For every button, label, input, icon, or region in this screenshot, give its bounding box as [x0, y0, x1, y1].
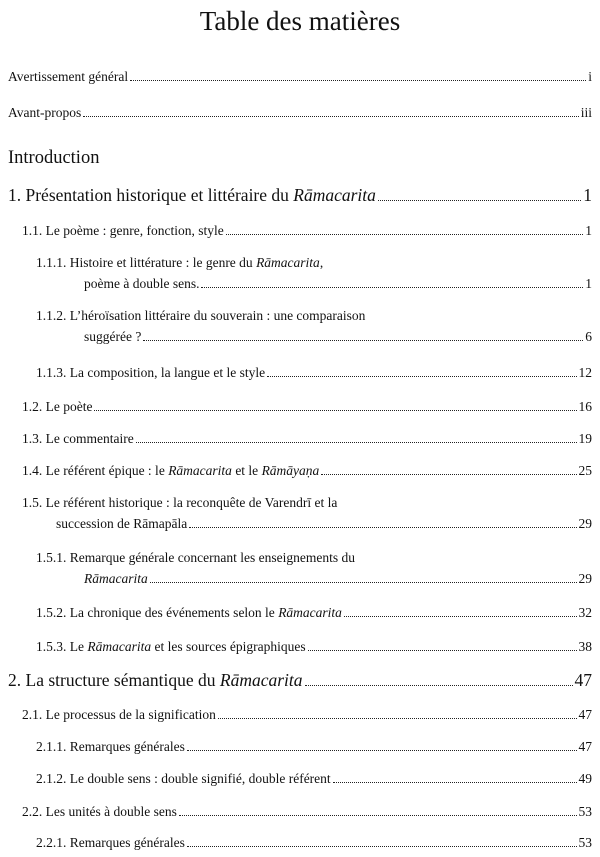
entry-page: 25 — [578, 462, 592, 478]
dot-leader — [218, 704, 577, 719]
entry-label: 1.2. Le poète — [22, 398, 93, 414]
dot-leader — [189, 513, 576, 528]
entry-label: 1.5.3. Le Rāmacarita et les sources épigraphiques — [36, 638, 306, 654]
entry-page: 1 — [585, 275, 592, 291]
dot-leader — [136, 428, 577, 443]
dot-leader — [321, 460, 576, 475]
toc-entry-1-1[interactable] — [22, 220, 592, 241]
entry-label: Avant-propos — [8, 104, 82, 120]
dot-leader — [130, 66, 586, 81]
dot-leader — [179, 801, 577, 816]
dot-leader — [333, 768, 577, 783]
section-heading-introduction: Introduction — [8, 148, 100, 168]
entry-label: 2.2. Les unités à double sens — [22, 803, 177, 819]
dot-leader — [378, 182, 581, 201]
entry-page: iii — [580, 104, 592, 120]
entry-page: 19 — [578, 430, 592, 446]
toc-entry-1-5-1[interactable] — [36, 548, 592, 589]
entry-page: 53 — [578, 834, 592, 850]
entry-label-line1: 1.5.1. Remarque générale concernant les enseignements du — [36, 550, 356, 565]
toc-entry-1-5[interactable] — [22, 493, 592, 534]
entry-page: i — [588, 68, 592, 84]
toc-entry-1-5-2[interactable] — [36, 602, 592, 623]
entry-label: 1.4. Le référent épique : le Rāmacarita et le Rāmāyaṇa — [22, 462, 320, 478]
entry-page: 53 — [578, 803, 592, 819]
entry-label: 1. Présentation historique et littéraire du Rāmacarita — [8, 184, 376, 205]
entry-page: 1 — [583, 184, 592, 205]
entry-page: 29 — [578, 515, 592, 531]
toc-entry-1-1-1[interactable] — [36, 253, 592, 294]
entry-page: 38 — [578, 638, 592, 654]
entry-label: 2.1.2. Le double sens : double signifié, double référent — [36, 770, 331, 786]
entry-page: 32 — [578, 604, 592, 620]
dot-leader — [344, 602, 577, 617]
toc-entry-2-1-1[interactable] — [36, 736, 592, 757]
entry-page: 29 — [578, 570, 592, 586]
toc-chapter-2[interactable] — [8, 667, 592, 692]
entry-label: 1.1. Le poème : genre, fonction, style — [22, 222, 224, 238]
toc-entry-1-1-3[interactable] — [36, 362, 592, 383]
entry-page: 6 — [585, 328, 592, 344]
entry-label: 1.5.2. La chronique des événements selon le Rāmacarita — [36, 604, 342, 620]
page-title: Table des matières — [199, 6, 401, 36]
entry-label-line2: succession de Rāmapāla — [56, 515, 188, 531]
entry-page: 49 — [578, 770, 592, 786]
toc-entry-1-4[interactable] — [22, 460, 592, 481]
dot-leader — [187, 736, 577, 751]
toc-entry-2-1[interactable] — [22, 704, 592, 725]
entry-page: 1 — [585, 222, 592, 238]
entry-label: 1.3. Le commentaire — [22, 430, 134, 446]
dot-leader — [308, 636, 577, 651]
dot-leader — [226, 220, 584, 235]
entry-page: 47 — [578, 738, 592, 754]
toc-entry-1-5-3[interactable] — [36, 636, 592, 657]
toc-entry-2-1-2[interactable] — [36, 768, 592, 789]
entry-page: 12 — [578, 364, 592, 380]
toc-entry-2-2[interactable] — [22, 801, 592, 822]
dot-leader — [143, 326, 583, 341]
entry-label: 2.1. Le processus de la signification — [22, 706, 216, 722]
dot-leader — [150, 568, 577, 583]
entry-label: Avertissement général — [8, 68, 129, 84]
entry-label: 2. La structure sémantique du Rāmacarita — [8, 669, 303, 690]
entry-label-line2: Rāmacarita — [84, 570, 148, 586]
entry-page: 47 — [574, 669, 592, 690]
dot-leader — [187, 832, 577, 847]
toc-entry-avertissement[interactable] — [8, 66, 592, 87]
toc-entry-1-2[interactable] — [22, 396, 592, 417]
entry-label-line1: 1.1.2. L’héroïsation littéraire du souverain : une comparaison — [36, 308, 366, 323]
toc-entry-1-1-2[interactable] — [36, 306, 592, 347]
dot-leader — [83, 102, 578, 117]
dot-leader — [267, 362, 576, 377]
entry-label-line2: poème à double sens. — [84, 275, 200, 291]
entry-page: 47 — [578, 706, 592, 722]
entry-label: 2.2.1. Remarques générales — [36, 834, 185, 850]
entry-label: 1.1.3. La composition, la langue et le style — [36, 364, 266, 380]
toc-entry-avant-propos[interactable] — [8, 102, 592, 123]
entry-label: 2.1.1. Remarques générales — [36, 738, 185, 754]
toc-entry-2-2-1[interactable] — [36, 832, 592, 853]
dot-leader — [305, 667, 573, 686]
dot-leader — [201, 273, 583, 288]
dot-leader — [94, 396, 576, 411]
toc-chapter-1[interactable] — [8, 182, 592, 207]
entry-label-line1: 1.5. Le référent historique : la reconquête de Varendrī et la — [22, 495, 338, 510]
toc-entry-1-3[interactable] — [22, 428, 592, 449]
entry-label-line1: 1.1.1. Histoire et littérature : le genre du Rāmacarita, — [36, 255, 324, 270]
entry-label-line2: suggérée ? — [84, 328, 142, 344]
entry-page: 16 — [578, 398, 592, 414]
